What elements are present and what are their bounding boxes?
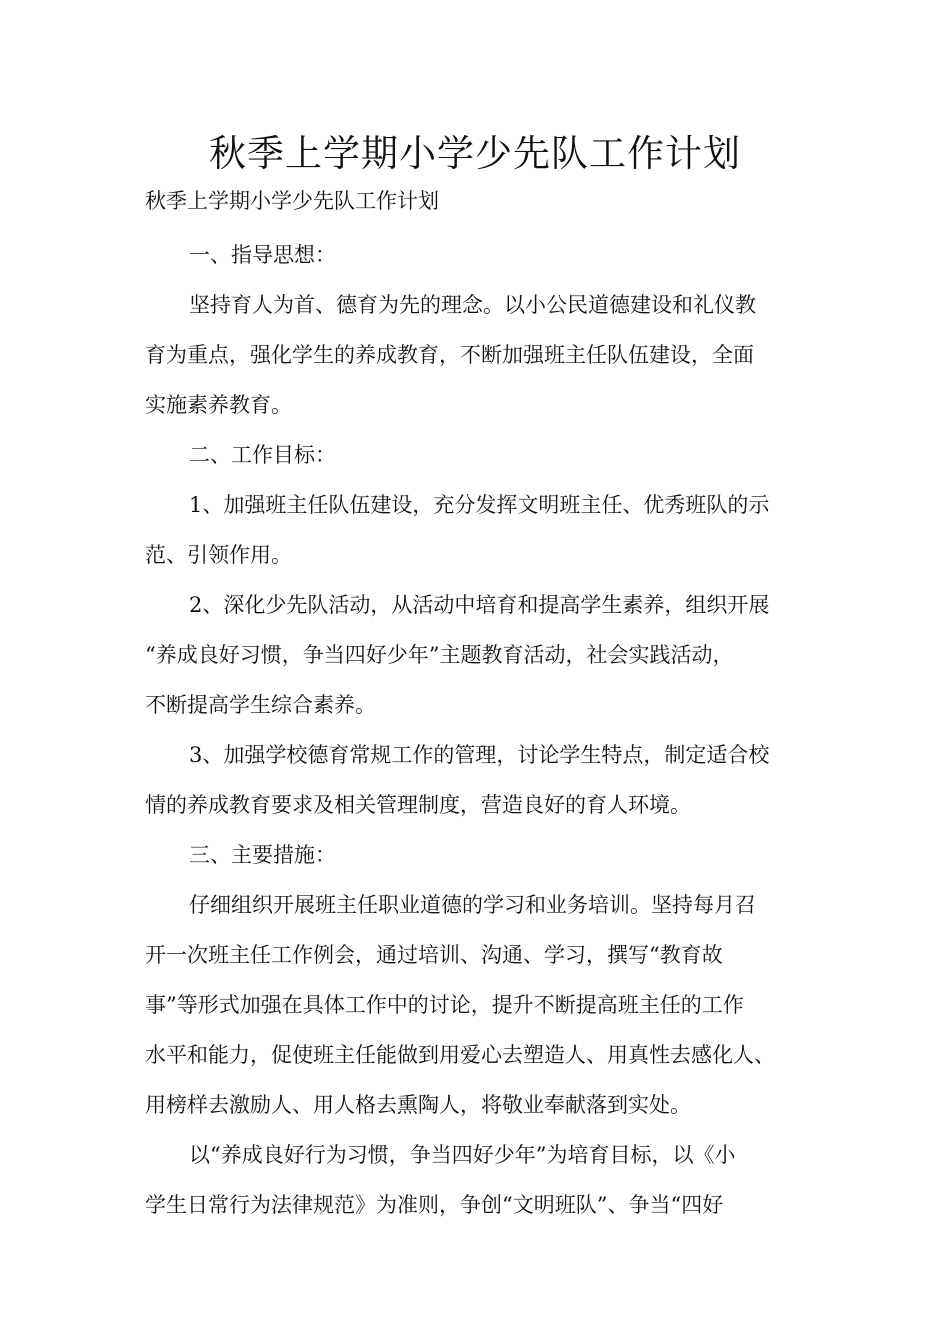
text-line: 一、指导思想： xyxy=(189,243,336,267)
text-line: 育为重点，强化学生的养成教育，不断加强班主任队伍建设，全面 xyxy=(145,343,754,367)
text-line: 仔细组织开展班主任职业道德的学习和业务培训。坚持每月召 xyxy=(189,893,756,917)
text-line: 事”等形式加强在具体工作中的讨论，提升不断提高班主任的工作 xyxy=(145,993,744,1017)
text-line: 范、引领作用。 xyxy=(145,543,292,567)
paragraph-lines xyxy=(145,230,813,1230)
text-line: 以“养成良好行为习惯，争当四好少年”为培育目标，以《小 xyxy=(189,1143,736,1167)
text-line: 三、主要措施： xyxy=(189,843,336,867)
document-body xyxy=(145,180,813,1230)
text-line: “养成良好习惯，争当四好少年”主题教育活动，社会实践活动， xyxy=(145,643,734,667)
text-line: 开一次班主任工作例会，通过培训、沟通、学习，撰写“教育故 xyxy=(145,943,723,967)
text-line: 2、深化少先队活动，从活动中培育和提高学生素养，组织开展 xyxy=(189,593,770,617)
text-line: 1、加强班主任队伍建设，充分发挥文明班主任、优秀班队的示 xyxy=(189,493,770,517)
text-line: 用榜样去激励人、用人格去熏陶人，将敬业奉献落到实处。 xyxy=(145,1093,691,1117)
text-line: 坚持育人为首、德育为先的理念。以小公民道德建设和礼仪教 xyxy=(189,293,756,317)
text-line: 不断提高学生综合素养。 xyxy=(145,693,376,717)
text-line: 3、加强学校德育常规工作的管理，讨论学生特点，制定适合校 xyxy=(189,743,770,767)
document-title: 秋季上学期小学少先队工作计划 xyxy=(209,132,741,175)
text-line: 学生日常行为法律规范》为准则，争创“文明班队”、争当“四好 xyxy=(145,1193,724,1217)
text-line: 水平和能力，促使班主任能做到用爱心去塑造人、用真性去感化人、 xyxy=(145,1043,775,1067)
document-subtitle: 秋季上学期小学少先队工作计划 xyxy=(145,189,439,213)
text-line: 实施素养教育。 xyxy=(145,393,292,417)
text-line: 二、工作目标： xyxy=(189,443,336,467)
text-line: 情的养成教育要求及相关管理制度，营造良好的育人环境。 xyxy=(145,793,691,817)
